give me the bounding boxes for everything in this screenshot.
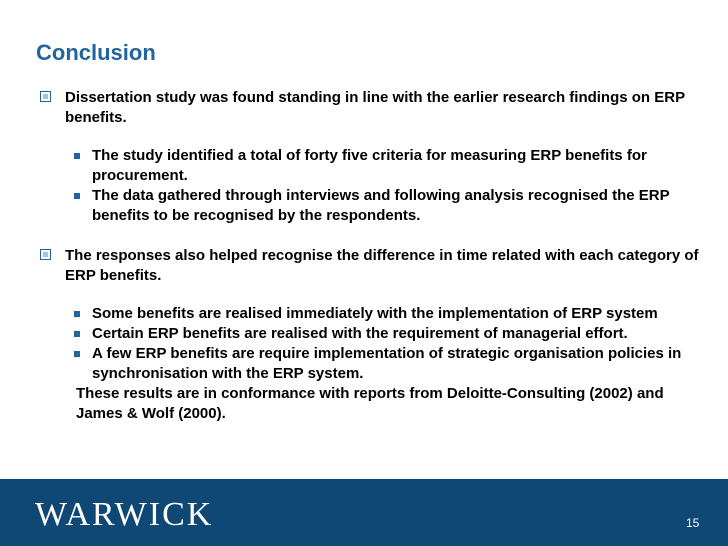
slide-content [40, 88, 700, 424]
page-number: 15 [686, 516, 700, 530]
sub-bullet-text: The data gathered through interviews and following analysis recognised the ERP benefits to be recognised by the respondents. [92, 187, 670, 224]
square-bullet-icon [40, 91, 51, 102]
warwick-logo: WARWICK [35, 496, 214, 533]
sub-bullet-item [74, 186, 700, 226]
dot-bullet-icon [74, 331, 80, 337]
dot-bullet-icon [74, 193, 80, 199]
bullet-text: Dissertation study was found standing in line with the earlier research findings on ERP benefits. [65, 89, 685, 126]
footer-bar [0, 479, 728, 546]
sub-bullet-text: The study identified a total of forty five criteria for measuring ERP benefits for procurement. [92, 147, 647, 184]
dot-bullet-icon [74, 153, 80, 159]
sub-bullet-item [74, 304, 700, 324]
dot-bullet-icon [74, 311, 80, 317]
square-bullet-icon [40, 249, 51, 260]
sub-bullet-item [74, 146, 700, 186]
sub-bullet-item [74, 324, 700, 344]
bullet-text: The responses also helped recognise the difference in time related with each category of ERP benefits. [65, 247, 699, 284]
sub-bullet-item [74, 344, 700, 384]
sub-bullet-text: A few ERP benefits are require implementation of strategic organisation policies in synchronisation with the ERP system. [92, 345, 682, 382]
slide-title: Conclusion [36, 40, 156, 65]
sub-bullet-text: Some benefits are realised immediately with the implementation of ERP system [92, 305, 658, 322]
sub-bullet-text: Certain ERP benefits are realised with the requirement of managerial effort. [92, 325, 628, 342]
closing-note: These results are in conformance with reports from Deloitte-Consulting (2002) and James & Wolf (2000). [76, 385, 664, 422]
bullet-item [40, 88, 700, 128]
dot-bullet-icon [74, 351, 80, 357]
bullet-item [40, 246, 700, 286]
